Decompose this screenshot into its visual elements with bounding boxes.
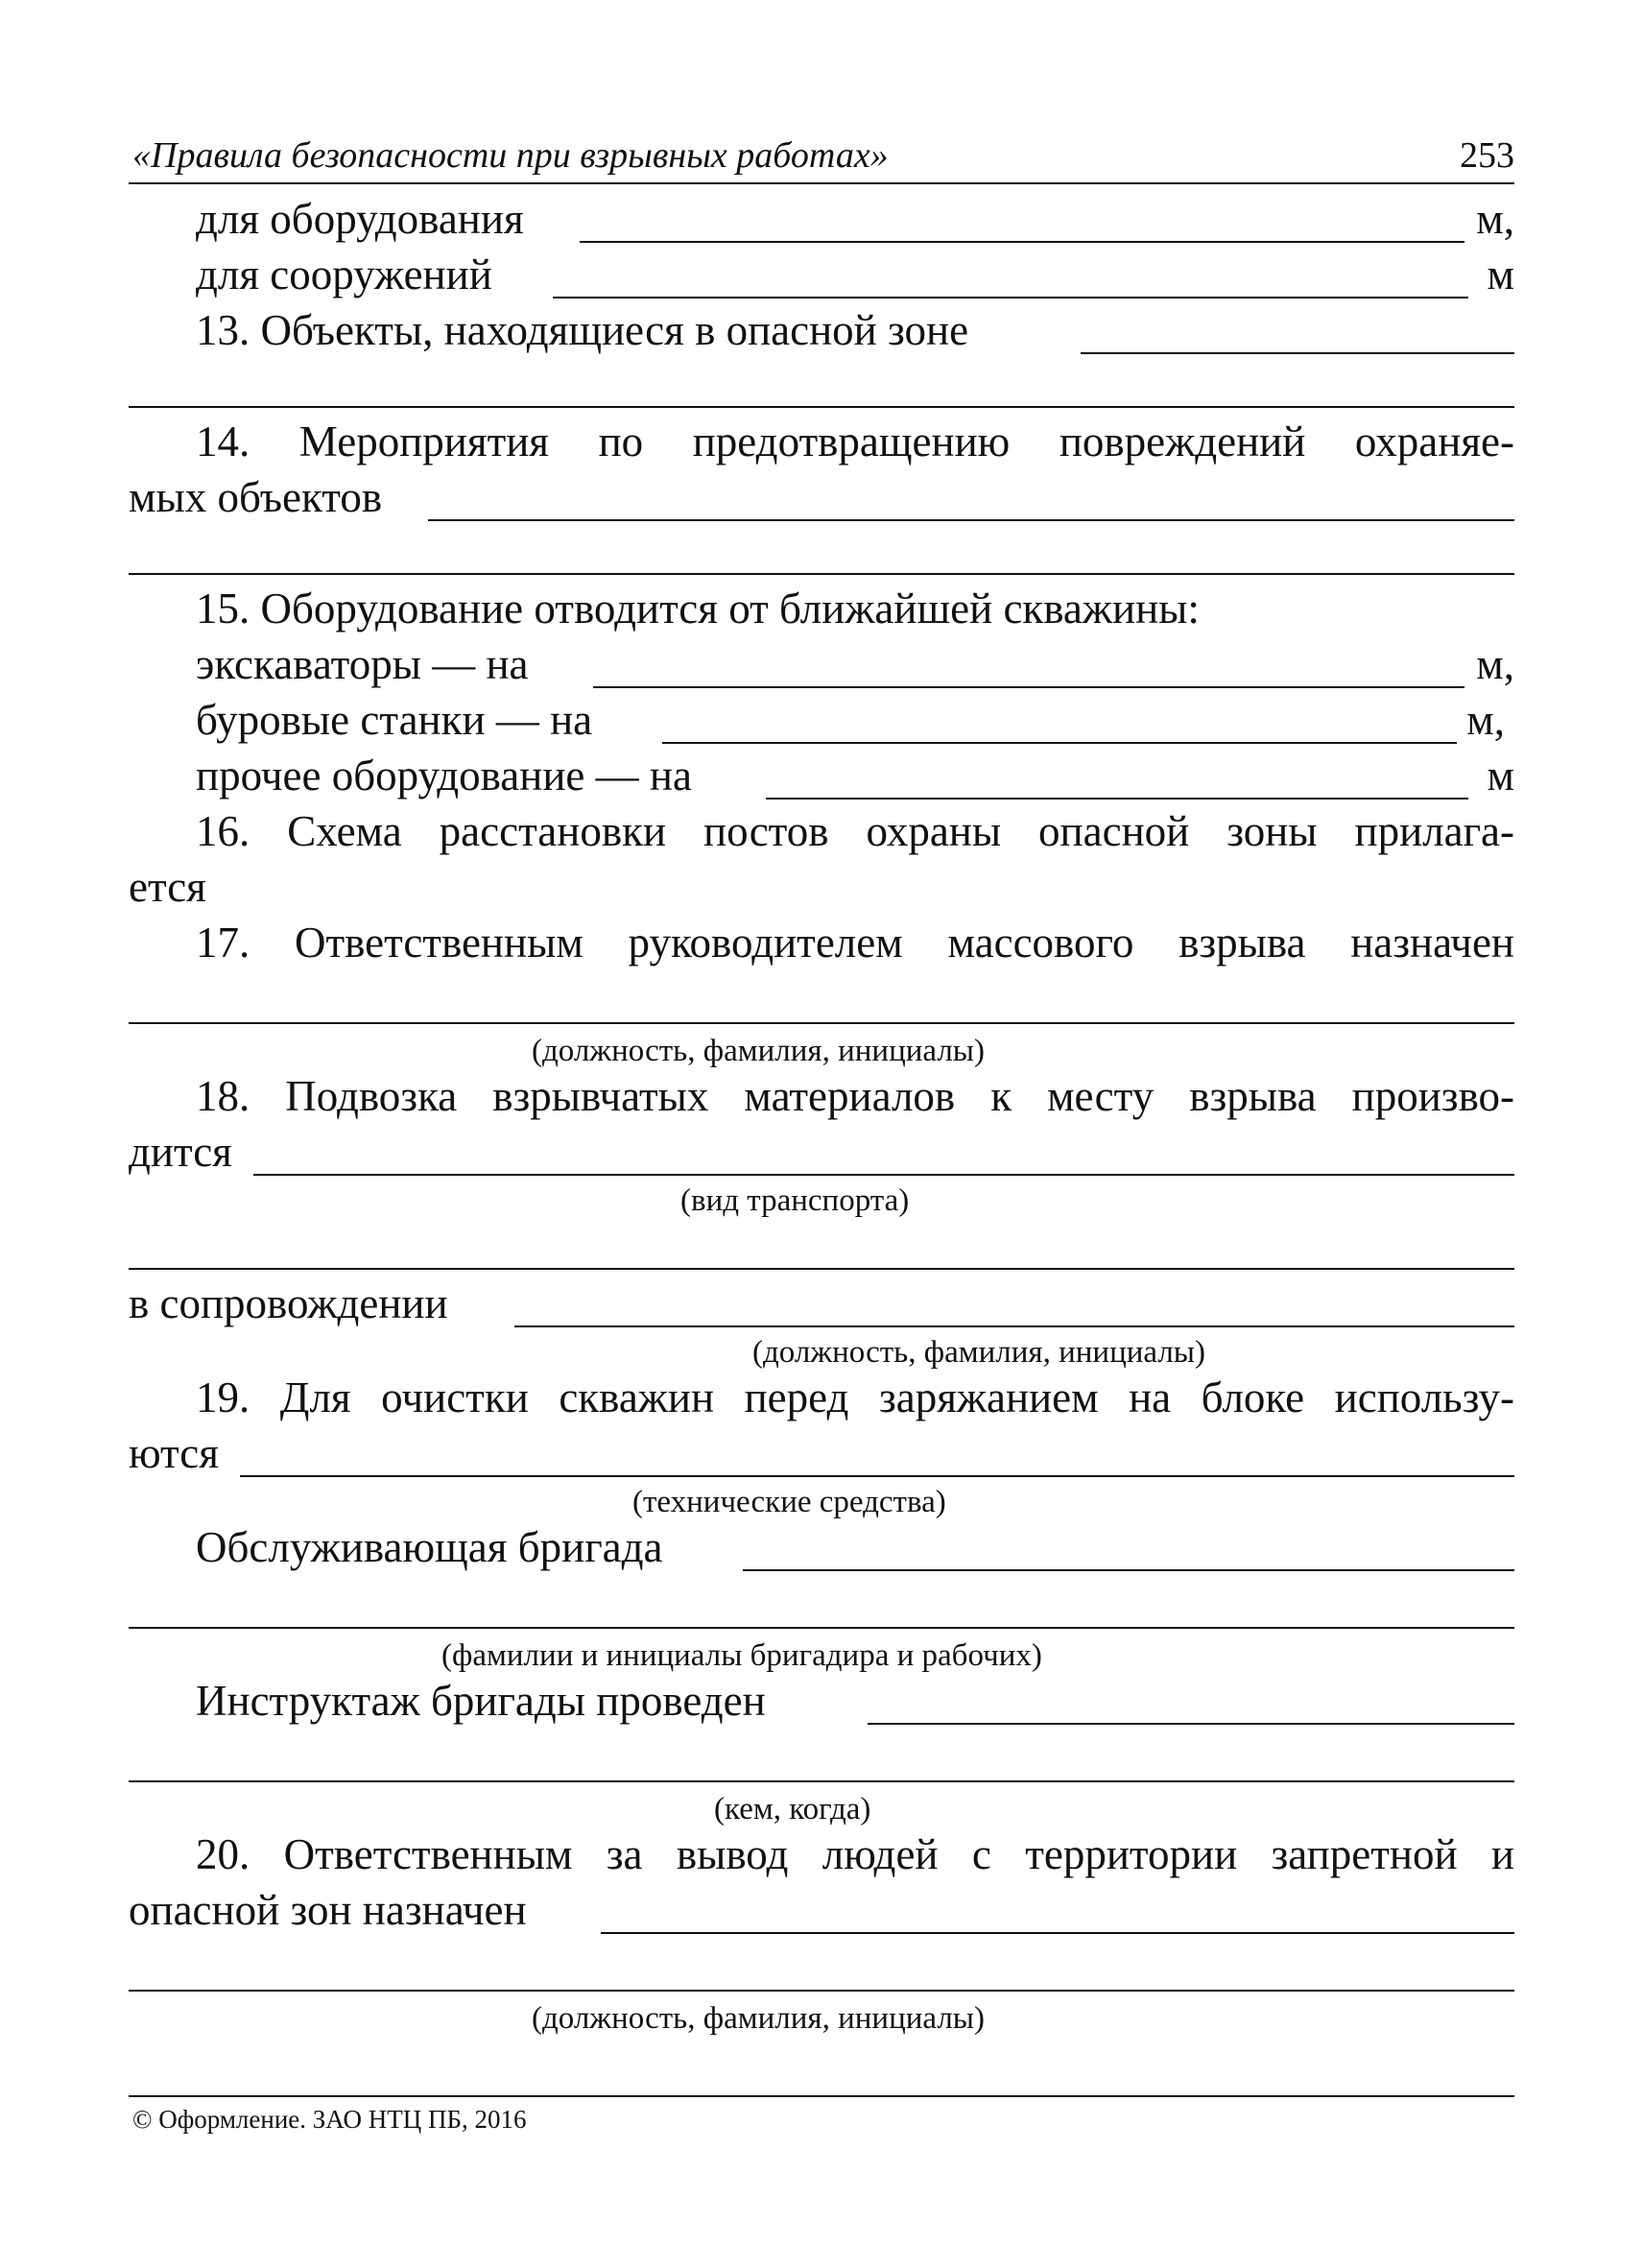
other-equipment-blank[interactable]	[766, 798, 1468, 800]
page-number: 253	[1460, 135, 1514, 176]
drills-label: буровые станки — на	[196, 696, 593, 744]
item-17-blank[interactable]	[129, 1022, 1514, 1024]
escort-line	[129, 1281, 1514, 1337]
structures-unit: м	[1487, 251, 1514, 298]
header-title: «Правила безопасности при взрывных работах»	[132, 135, 889, 176]
briefing-blank-2[interactable]	[129, 1780, 1514, 1782]
structures-line	[129, 252, 1514, 308]
briefing-blank[interactable]	[868, 1723, 1514, 1725]
item-14-blank[interactable]	[428, 519, 1514, 521]
item-14-line-a	[129, 419, 1514, 475]
item-20-text-b: опасной зон назначен	[129, 1886, 527, 1934]
item-13-blank-2[interactable]	[129, 406, 1514, 408]
item-19-text-a: 19. Для очистки скважин перед заряжанием на блоке использу-	[196, 1373, 1514, 1421]
item-20-line-a	[129, 1832, 1514, 1888]
item-17-line	[129, 920, 1514, 976]
item-15-text: 15. Оборудование отводится от ближайшей скважины:	[196, 585, 1200, 633]
item-19-line-b	[129, 1431, 1514, 1487]
item-19-line-a	[129, 1375, 1514, 1431]
item-16-line-a	[129, 809, 1514, 865]
item-18-text-b: дится	[129, 1128, 232, 1176]
form-body	[129, 197, 1514, 2041]
item-17-blank-line	[129, 976, 1514, 1036]
briefing-label: Инструктаж бригады проведен	[196, 1677, 766, 1725]
item-13-text: 13. Объекты, находящиеся в опасной зоне	[196, 306, 969, 354]
item-14-blank-2[interactable]	[129, 573, 1514, 575]
item-14-text-b: мых объектов	[129, 473, 383, 521]
item-13-blank[interactable]	[1081, 352, 1514, 354]
crew-extra-line	[129, 1581, 1514, 1640]
item-19-text-b: ются	[129, 1429, 219, 1477]
caption-briefing: (кем, когда)	[714, 1792, 871, 1826]
caption-transport-line	[129, 1185, 1514, 1224]
item-19-blank[interactable]	[240, 1475, 1514, 1477]
crew-label: Обслуживающая бригада	[196, 1523, 663, 1571]
crew-blank-2[interactable]	[129, 1627, 1514, 1629]
item-18-text-a: 18. Подвозка взрывчатых материалов к месту взрыва произво-	[196, 1072, 1514, 1120]
item-16-text-b: ется	[129, 863, 206, 911]
item-20-line-b	[129, 1888, 1514, 1944]
briefing-extra-line	[129, 1734, 1514, 1794]
item-17-text: 17. Ответственным руководителем массового взрыва назначен	[196, 919, 1514, 967]
item-13-extra-line	[129, 364, 1514, 419]
item-20-text-a: 20. Ответственным за вывод людей с территории запретной и	[196, 1830, 1514, 1878]
other-equipment-label: прочее оборудование — на	[196, 752, 692, 800]
page-footer	[129, 2095, 1514, 2134]
caption-tech: (технические средства)	[632, 1485, 946, 1519]
other-equipment-unit: м	[1487, 752, 1514, 800]
equipment-label: для оборудования	[196, 195, 524, 243]
excavators-blank[interactable]	[593, 686, 1464, 688]
crew-blank[interactable]	[743, 1569, 1514, 1571]
running-header	[129, 132, 1514, 184]
excavators-unit: м,	[1476, 640, 1514, 688]
item-18-blank[interactable]	[253, 1174, 1514, 1176]
item-13-line	[129, 308, 1514, 364]
caption-crew: (фамилии и инициалы бригадира и рабочих)	[441, 1638, 1042, 1673]
escort-label: в сопровождении	[129, 1279, 448, 1327]
equipment-blank[interactable]	[580, 241, 1464, 243]
caption-position: (должность, фамилия, инициалы)	[532, 1034, 985, 1068]
caption-escort: (должность, фамилия, инициалы)	[752, 1335, 1205, 1370]
caption-item20: (должность, фамилия, инициалы)	[532, 2001, 985, 2036]
item-20-blank-2[interactable]	[129, 1990, 1514, 1992]
item-15-line	[129, 586, 1514, 642]
caption-transport: (вид транспорта)	[680, 1183, 910, 1218]
item-14-extra-line	[129, 531, 1514, 586]
equipment-unit: м,	[1476, 195, 1514, 243]
excavators-line	[129, 642, 1514, 698]
item-18-line-a	[129, 1074, 1514, 1130]
equipment-line	[129, 197, 1514, 252]
briefing-line	[129, 1679, 1514, 1734]
item-20-blank[interactable]	[601, 1932, 1514, 1934]
structures-label: для сооружений	[196, 251, 492, 298]
crew-line	[129, 1525, 1514, 1581]
structures-blank[interactable]	[553, 297, 1468, 298]
item-20-extra-line	[129, 1944, 1514, 2003]
caption-item20-line	[129, 2003, 1514, 2041]
drills-unit: м,	[1466, 696, 1505, 744]
footer-copyright: © Оформление. ЗАО НТЦ ПБ, 2016	[132, 2105, 527, 2134]
escort-blank[interactable]	[514, 1325, 1514, 1327]
item-18-line-b	[129, 1130, 1514, 1185]
other-equipment-line	[129, 753, 1514, 809]
excavators-label: экскаваторы — на	[196, 640, 529, 688]
drills-line	[129, 698, 1514, 753]
drills-blank[interactable]	[662, 742, 1457, 744]
item-14-text-a: 14. Мероприятия по предотвращению повреждений охраняе-	[196, 418, 1514, 466]
item-16-line-b	[129, 865, 1514, 920]
item-18-blank-2[interactable]	[129, 1268, 1514, 1270]
item-18-extra-line	[129, 1224, 1514, 1281]
item-16-text-a: 16. Схема расстановки постов охраны опасной зоны прилага-	[196, 807, 1514, 855]
item-14-line-b	[129, 475, 1514, 531]
